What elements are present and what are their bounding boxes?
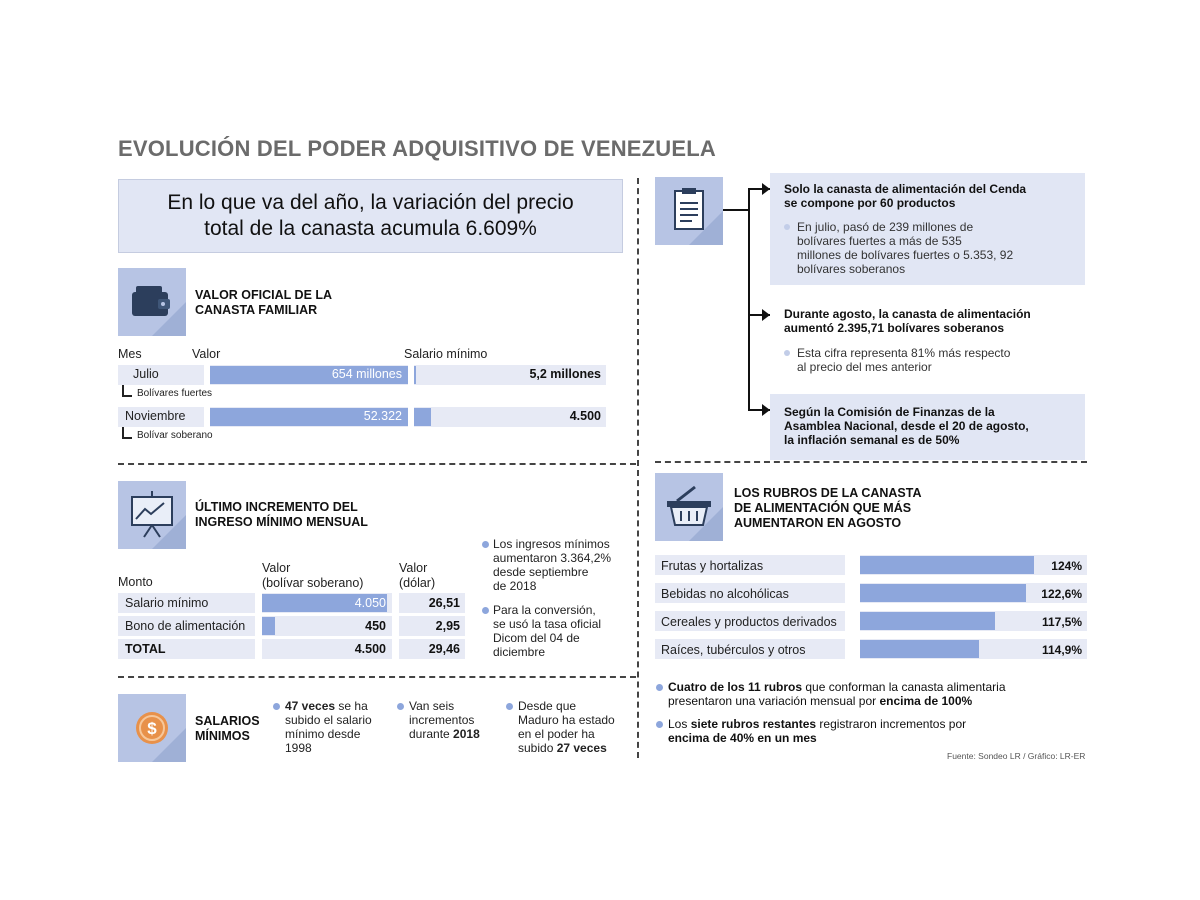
divider-left-1 (118, 463, 636, 465)
monto-label: Bono de alimentación (125, 619, 246, 633)
source-note: Fuente: Sondeo LR / Gráfico: LR-ER (947, 751, 1086, 761)
inflacion-text: Según la Comisión de Finanzas de la Asamblea Nacional, desde el 20 de agosto, la inflación semanal es de 50% (784, 405, 1029, 447)
bullet-icon (273, 703, 280, 710)
rubros-heading: LOS RUBROS DE LA CANASTA DE ALIMENTACIÓN QUE MÁS AUMENTARON EN AGOSTO (734, 486, 922, 530)
unit-connector (122, 427, 132, 439)
agosto-note: Esta cifra representa 81% más respecto al precio del mes anterior (797, 346, 1011, 374)
unit-label: Bolívares fuertes (137, 388, 213, 399)
bs-value: 450 (365, 619, 386, 633)
col-monto: Monto (118, 575, 153, 589)
mes-julio: Julio (133, 367, 159, 381)
arrow-icon (762, 183, 770, 195)
cenda-title: Solo la canasta de alimentación del Cenda se compone por 60 productos (784, 182, 1027, 210)
monto-label: TOTAL (125, 642, 166, 656)
bullet-icon (482, 541, 489, 548)
usd-value: 26,51 (428, 596, 460, 610)
bullet-icon (656, 721, 663, 728)
col-valor: Valor (192, 347, 221, 361)
bullet-icon (656, 684, 663, 691)
unit-connector (122, 385, 132, 397)
fact-47-veces: 47 veces se ha subido el salario mínimo desde 1998 (285, 699, 372, 755)
bullet-icon (506, 703, 513, 710)
presentation-chart-icon (118, 481, 186, 549)
connector-line (723, 209, 750, 211)
salarios-heading: SALARIOS MÍNIMOS (195, 714, 260, 743)
note-ingresos: Los ingresos mínimos aumentaron 3.364,2% desde septiembre de 2018 (493, 537, 612, 593)
category-label: Cereales y productos derivados (661, 615, 837, 629)
coin-icon (118, 694, 186, 762)
fact-seis-incrementos: Van seis incrementos durante 2018 (409, 699, 480, 741)
bullet-icon (784, 350, 790, 356)
valor-label: 52.322 (363, 409, 402, 423)
salario-label: 4.500 (569, 409, 601, 423)
bs-value: 4.500 (354, 642, 386, 656)
data-label: 124% (1051, 559, 1082, 573)
document-icon (655, 177, 723, 245)
col-salario: Salario mínimo (404, 347, 488, 361)
rubros-note-1: Cuatro de los 11 rubros que conforman la canasta alimentaria presentaron una variación mensual por encima de 100% (668, 680, 1006, 708)
data-label: 114,9% (1041, 643, 1082, 657)
mes-noviembre: Noviembre (125, 409, 186, 423)
cenda-note: En julio, pasó de 239 millones de bolívares fuertes a más de 535 millones de bolívares fuertes o 5.353, 92 bolívares soberanos (797, 220, 1014, 276)
bar (860, 612, 995, 630)
valor-oficial-heading: VALOR OFICIAL DE LA CANASTA FAMILIAR (195, 288, 333, 317)
divider-left-2 (118, 676, 636, 678)
col-valor-bs: Valor (bolívar soberano) (262, 561, 364, 590)
data-label: 122,6% (1041, 587, 1082, 601)
usd-value: 29,46 (428, 642, 460, 656)
data-label: 117,5% (1041, 615, 1082, 629)
category-label: Bebidas no alcohólicas (661, 587, 789, 601)
headline-box (118, 179, 623, 253)
usd-value: 2,95 (435, 619, 460, 633)
salario-label: 5,2 millones (529, 367, 601, 381)
bullet-icon (482, 607, 489, 614)
bullet-icon (784, 224, 790, 230)
divider-right-1 (655, 461, 1087, 463)
arrow-icon (762, 404, 770, 416)
note-conversion: Para la conversión, se usó la tasa oficial Dicom del 04 de diciembre (493, 603, 602, 659)
unit-label: Bolívar soberano (137, 430, 213, 441)
bar (860, 556, 1034, 574)
rubros-note-2: Los siete rubros restantes registraron incrementos por encima de 40% en un mes (668, 717, 967, 745)
svg-text:$: $ (147, 719, 157, 738)
bs-value: 4.050 (354, 596, 386, 610)
bar (860, 640, 979, 658)
mes-cell (118, 365, 204, 385)
headline-line-2: total de la canasta acumula 6.609% (204, 217, 537, 240)
wallet-icon (118, 268, 186, 336)
col-valor-usd: Valor (dólar) (399, 561, 436, 590)
connector-line (748, 188, 750, 410)
basket-icon (655, 473, 723, 541)
agosto-title: Durante agosto, la canasta de alimentación aumentó 2.395,71 bolívares soberanos (784, 307, 1031, 335)
bar (860, 584, 1026, 602)
valor-label: 654 millones (331, 367, 402, 381)
col-mes: Mes (118, 347, 142, 361)
center-divider (637, 178, 639, 758)
page-title: EVOLUCIÓN DEL PODER ADQUISITIVO DE VENEZUELA (118, 136, 716, 161)
rubros-bar-chart (655, 555, 1087, 665)
bullet-icon (397, 703, 404, 710)
incremento-heading: ÚLTIMO INCREMENTO DEL INGRESO MÍNIMO MENSUAL (195, 500, 368, 529)
category-label: Raíces, tubérculos y otros (661, 643, 806, 657)
monto-label: Salario mínimo (125, 596, 209, 610)
category-label: Frutas y hortalizas (661, 559, 764, 573)
arrow-icon (762, 309, 770, 321)
headline-line-1: En lo que va del año, la variación del precio (167, 191, 574, 214)
fact-maduro: Desde que Maduro ha estado en el poder ha subido 27 veces (518, 699, 615, 755)
